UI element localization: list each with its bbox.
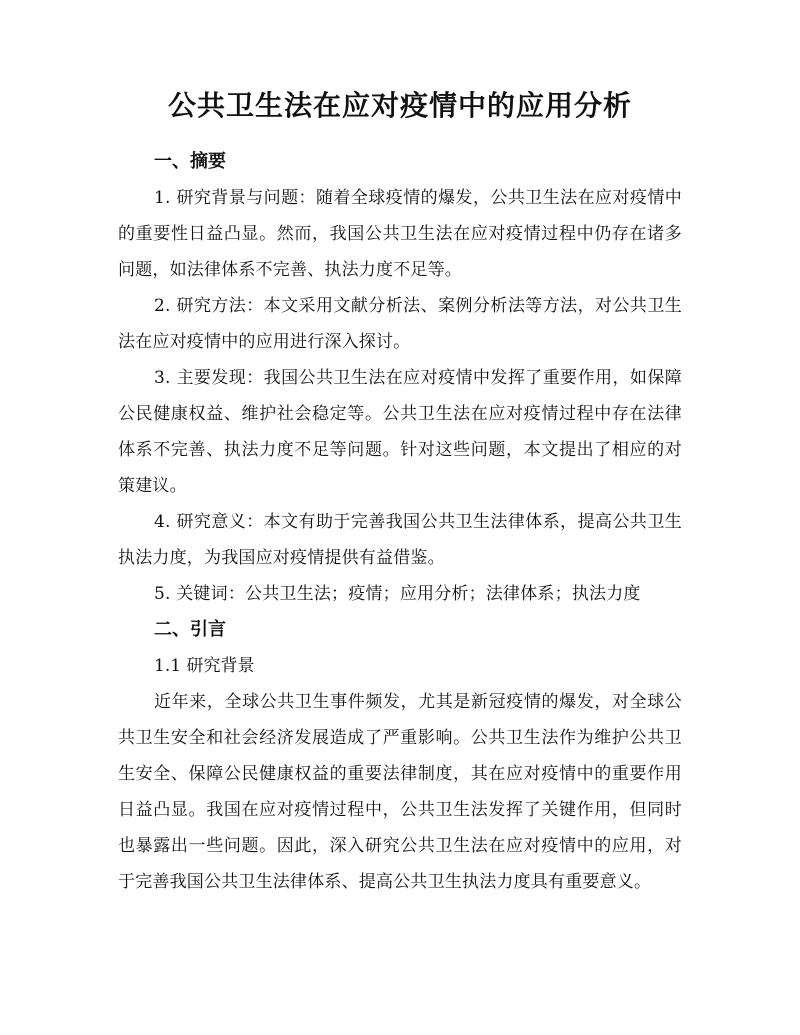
abstract-item-findings: 3. 主要发现：我国公共卫生法在应对疫情中发挥了重要作用，如保障公民健康权益、维护社会稳定等。公共卫生法在应对疫情过程中存在法律体系不完善、执法力度不足等问题。针对这些问题，本文提出了相应的对策建议。	[118, 368, 682, 496]
document-body	[118, 144, 682, 900]
introduction-body: 近年来，全球公共卫生事件频发，尤其是新冠疫情的爆发，对全球公共卫生安全和社会经济发展造成了严重影响。公共卫生法作为维护公共卫生安全、保障公民健康权益的重要法律制度，其在应对疫情中的重要作用日益凸显。我国在应对疫情过程中，公共卫生法发挥了关键作用，但同时也暴露出一些问题。因此，深入研究公共卫生法在应对疫情中的应用，对于完善我国公共卫生法律体系、提高公共卫生执法力度具有重要意义。	[118, 692, 682, 892]
section-heading-introduction: 二、引言	[154, 619, 226, 640]
abstract-item-method: 2. 研究方法：本文采用文献分析法、案例分析法等方法，对公共卫生法在应对疫情中的应用进行深入探讨。	[118, 296, 682, 352]
document-title: 公共卫生法在应对疫情中的应用分析	[167, 89, 632, 122]
section-heading-abstract: 一、摘要	[154, 151, 226, 172]
subsection-heading-background: 1.1 研究背景	[154, 656, 255, 676]
abstract-item-significance: 4. 研究意义：本文有助于完善我国公共卫生法律体系，提高公共卫生执法力度，为我国应对疫情提供有益借鉴。	[118, 512, 682, 568]
abstract-item-background: 1. 研究背景与问题：随着全球疫情的爆发，公共卫生法在应对疫情中的重要性日益凸显。然而，我国公共卫生法在应对疫情过程中仍存在诸多问题，如法律体系不完善、执法力度不足等。	[118, 188, 682, 280]
abstract-item-keywords: 5. 关键词：公共卫生法；疫情；应用分析；法律体系；执法力度	[154, 584, 641, 604]
